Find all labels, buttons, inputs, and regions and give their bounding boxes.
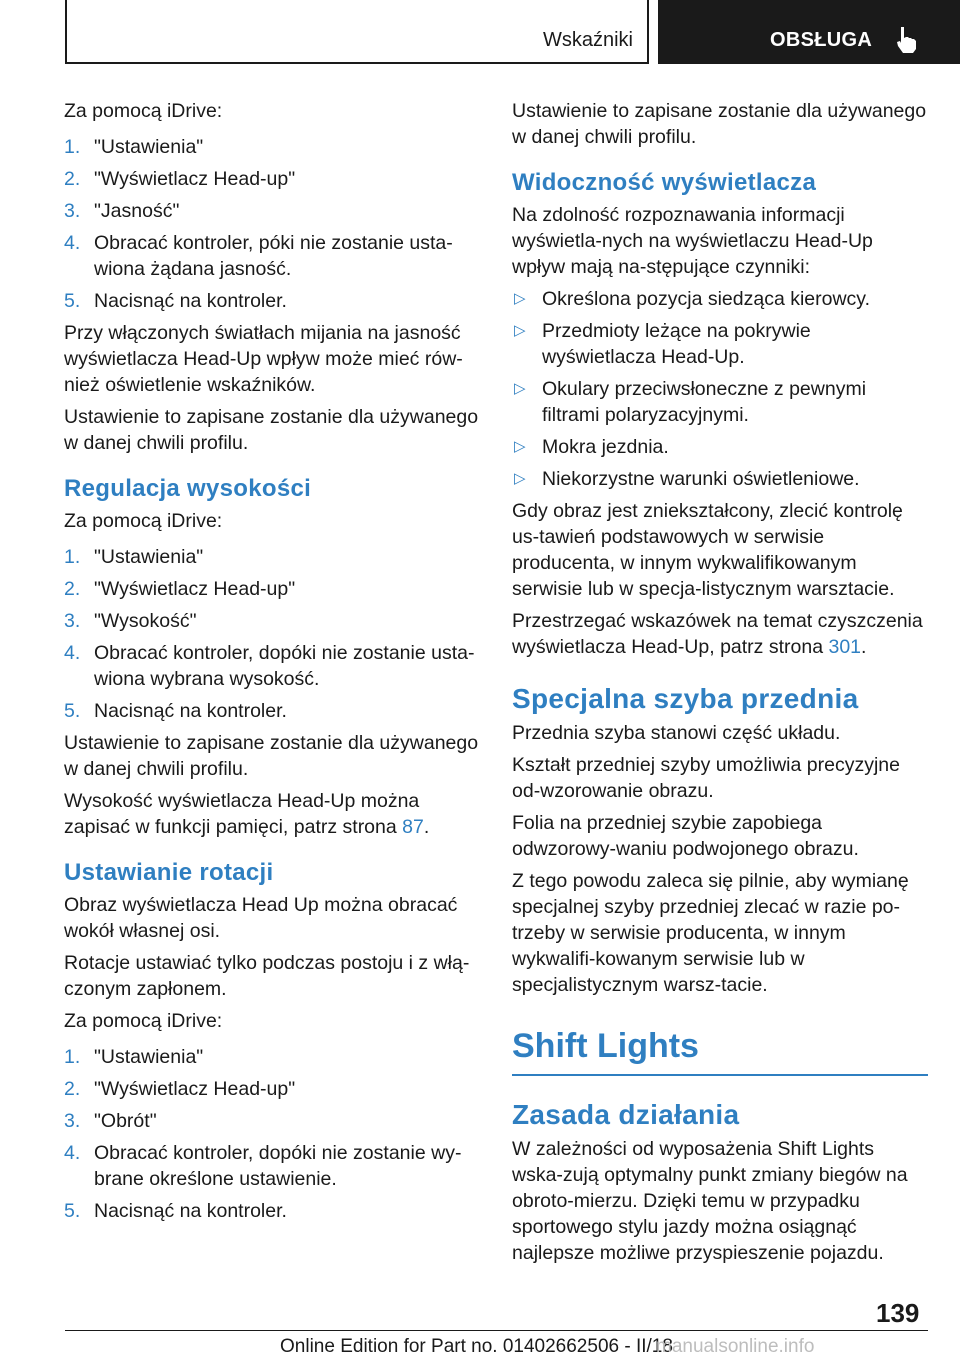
list-item (64, 288, 480, 314)
brightness-steps (64, 134, 480, 314)
footer-divider (65, 1330, 865, 1331)
paragraph: Folia na przedniej szybie zapobiega odwzorowy-waniu podwojonego obrazu. (512, 812, 859, 860)
list-item (64, 1076, 480, 1102)
bullet-text: Mokra jezdnia. (542, 436, 669, 458)
triangle-bullet-icon: ▷ (514, 438, 526, 455)
list-item (64, 576, 480, 602)
paragraph: Ustawienie to zapisane zostanie dla używanego w danej chwili profilu. (512, 100, 927, 148)
paragraph-end: . (861, 636, 867, 658)
paragraph: W zależności od wyposażenia Shift Lights wska-zują optymalny punkt zmiany biegów na obroto-mierzu. Dzięki temu w przypadku sportowego stylu jazdy można osiągnąć najlepsze możliwe przyspieszenie pojazdu. (512, 1138, 908, 1264)
step-text: "Wyświetlacz Head-up" (94, 168, 296, 190)
list-item (512, 466, 928, 492)
step-text: Obracać kontroler, dopóki nie zostanie wy-brane określone ustawienie. (94, 1142, 462, 1190)
list-item (64, 230, 480, 282)
step-text: "Jasność" (94, 200, 180, 222)
step-number: 3. (64, 1110, 81, 1132)
section-heading-visibility: Widoczność wyświetlacza (512, 169, 817, 196)
paragraph: Przy włączonych światłach mijania na jasność wyświetlacza Head-Up wpływ może mieć rów-nież oświetlenie wskaźników. (64, 322, 463, 396)
step-number: 2. (64, 578, 81, 600)
paragraph: Ustawienie to zapisane zostanie dla używanego w danej chwili profilu. (64, 732, 479, 780)
intro-text: Za pomocą iDrive: (64, 100, 223, 122)
step-number: 4. (64, 642, 81, 664)
section-heading-rotation: Ustawianie rotacji (64, 859, 274, 886)
paragraph: Na zdolność rozpoznawania informacji wyświetla-nych na wyświetlaczu Head-Up wpływ mają na-stępujące czynniki: (512, 204, 873, 278)
triangle-bullet-icon: ▷ (514, 380, 526, 397)
step-number: 2. (64, 168, 81, 190)
list-item (64, 166, 480, 192)
header-section-label: Wskaźniki (542, 29, 633, 51)
footer-divider (865, 1330, 928, 1331)
paragraph: Gdy obraz jest zniekształcony, zlecić kontrolę us-tawień podstawowych w serwisie producenta, w innym wykwalifikowanym serwisie lub w specja-listycznym warsztacie. (512, 500, 903, 600)
section-heading-windshield: Specjalna szyba przednia (512, 683, 859, 714)
step-number: 3. (64, 200, 81, 222)
step-number: 2. (64, 1078, 81, 1100)
section-heading-principle: Zasada działania (512, 1099, 740, 1130)
header-chapter-label: OBSŁUGA (770, 29, 873, 51)
list-item (64, 1198, 480, 1224)
list-item (64, 134, 480, 160)
factor-list (512, 286, 928, 492)
step-text: Nacisnąć na kontroler. (94, 700, 287, 722)
list-item (64, 608, 480, 634)
left-column (64, 98, 480, 1230)
step-text: "Ustawienia" (94, 136, 204, 158)
paragraph (64, 788, 480, 840)
step-text: "Ustawienia" (94, 546, 204, 568)
step-number: 3. (64, 610, 81, 632)
list-item (64, 698, 480, 724)
step-text: Nacisnąć na kontroler. (94, 290, 287, 312)
list-item (64, 544, 480, 570)
step-number: 5. (64, 1200, 81, 1222)
step-number: 1. (64, 1046, 81, 1068)
right-column (512, 98, 928, 1272)
step-text: "Wysokość" (94, 610, 197, 632)
chapter-heading-shift-lights: Shift Lights (512, 1024, 928, 1076)
bullet-text: Przedmioty leżące na pokrywie wyświetlacza Head-Up. (542, 320, 811, 368)
list-item (512, 318, 928, 370)
list-item (512, 434, 928, 460)
paragraph: Kształt przedniej szyby umożliwia precyzyjne od-wzorowanie obrazu. (512, 754, 900, 802)
watermark: manualsonline.info (656, 1336, 815, 1357)
triangle-bullet-icon: ▷ (514, 290, 526, 307)
bullet-text: Niekorzystne warunki oświetleniowe. (542, 468, 860, 490)
list-item (512, 286, 928, 312)
paragraph: Przednia szyba stanowi część układu. (512, 722, 841, 744)
paragraph (512, 608, 928, 660)
paragraph: Z tego powodu zaleca się pilnie, aby wymianę specjalnej szyby przedniej zlecać w razie po-trzeby w serwisie producenta, w innym wykwalifi-kowanym serwisie lub w specjalistycznym warsz-tacie. (512, 870, 909, 996)
triangle-bullet-icon: ▷ (514, 470, 526, 487)
step-number: 1. (64, 546, 81, 568)
step-text: "Ustawienia" (94, 1046, 204, 1068)
page-link-87[interactable]: 87 (402, 816, 424, 838)
section-heading-height: Regulacja wysokości (64, 475, 312, 502)
list-item (512, 376, 928, 428)
step-text: "Obrót" (94, 1110, 157, 1132)
step-text: "Wyświetlacz Head-up" (94, 1078, 296, 1100)
intro-text: Za pomocą iDrive: (64, 1010, 223, 1032)
step-number: 5. (64, 700, 81, 722)
paragraph: Ustawienie to zapisane zostanie dla używanego w danej chwili profilu. (64, 406, 479, 454)
step-number: 4. (64, 1142, 81, 1164)
header-section-tab (65, 0, 649, 64)
paragraph-text: Przestrzegać wskazówek na temat czyszczenia wyświetlacza Head-Up, patrz strona (512, 610, 923, 658)
rotation-steps (64, 1044, 480, 1224)
list-item (64, 640, 480, 692)
height-steps (64, 544, 480, 724)
footer-edition: Online Edition for Part no. 01402662506 - II/18 (280, 1336, 673, 1357)
step-text: Nacisnąć na kontroler. (94, 1200, 287, 1222)
bullet-text: Okulary przeciwsłoneczne z pewnymi filtrami polaryzacyjnymi. (542, 378, 867, 426)
page-link-301[interactable]: 301 (828, 636, 862, 658)
triangle-bullet-icon: ▷ (514, 322, 526, 339)
intro-text: Za pomocą iDrive: (64, 510, 223, 532)
bullet-text: Określona pozycja siedząca kierowcy. (542, 288, 871, 310)
list-item (64, 1108, 480, 1134)
pointing-hand-icon (892, 24, 922, 54)
step-number: 4. (64, 232, 81, 254)
step-number: 5. (64, 290, 81, 312)
paragraph-text: Wysokość wyświetlacza Head-Up można zapisać w funkcji pamięci, patrz strona (64, 790, 420, 838)
step-text: "Wyświetlacz Head-up" (94, 578, 296, 600)
paragraph: Rotacje ustawiać tylko podczas postoju i z włą-czonym zapłonem. (64, 952, 470, 1000)
list-item (64, 1140, 480, 1192)
list-item (64, 198, 480, 224)
list-item (64, 1044, 480, 1070)
step-number: 1. (64, 136, 81, 158)
step-text: Obracać kontroler, dopóki nie zostanie usta-wiona wybrana wysokość. (94, 642, 475, 690)
page-number: 139 (876, 1298, 920, 1328)
step-text: Obracać kontroler, póki nie zostanie usta-wiona żądana jasność. (94, 232, 453, 280)
paragraph: Obraz wyświetlacza Head Up można obracać wokół własnej osi. (64, 894, 458, 942)
header-chapter-tab (658, 0, 960, 64)
paragraph-end: . (423, 816, 430, 838)
